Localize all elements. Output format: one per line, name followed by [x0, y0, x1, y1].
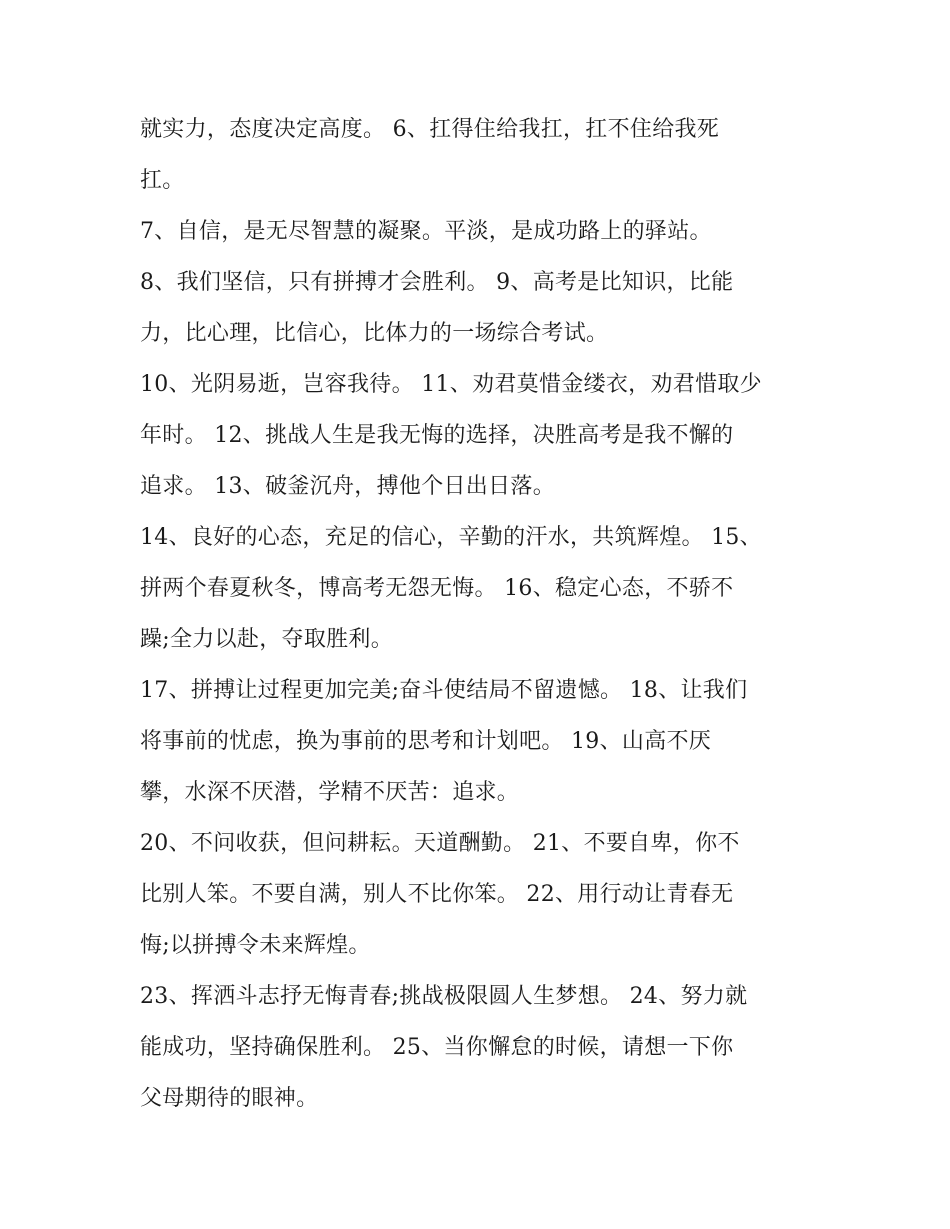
document-body — [140, 104, 810, 1124]
text-line: 父母期待的眼神。 — [140, 1086, 319, 1111]
text-line: 17、拼搏让过程更加完美;奋斗使结局不留遗憾。 18、让我们 — [140, 678, 748, 703]
text-line: 20、不问收获，但问耕耘。天道酬勤。 21、不要自卑，你不 — [140, 831, 740, 856]
text-line: 7、自信，是无尽智慧的凝聚。平淡，是成功路上的驿站。 — [140, 219, 712, 244]
text-line: 14、良好的心态，充足的信心，辛勤的汗水，共筑辉煌。 15、 — [140, 525, 762, 550]
text-line: 就实力，态度决定高度。 6、扛得住给我扛，扛不住给我死 — [140, 117, 720, 142]
text-line: 10、光阴易逝，岂容我待。 11、劝君莫惜金缕衣，劝君惜取少 — [140, 372, 762, 397]
text-line: 悔;以拼搏令未来辉煌。 — [140, 933, 371, 958]
text-line: 拼两个春夏秋冬，博高考无怨无悔。 16、稳定心态，不骄不 — [140, 576, 734, 601]
text-line: 将事前的忧虑，换为事前的思考和计划吧。 19、山高不厌 — [140, 729, 712, 754]
text-line: 攀，水深不厌潜，学精不厌苦：追求。 — [140, 780, 520, 805]
text-line: 年时。 12、挑战人生是我无悔的选择，决胜高考是我不懈的 — [140, 423, 734, 448]
text-line: 23、挥洒斗志抒无悔青春;挑战极限圆人生梦想。 24、努力就 — [140, 984, 748, 1009]
text-line: 力，比心理，比信心，比体力的一场综合考试。 — [140, 321, 609, 346]
text-line: 躁;全力以赴，夺取胜利。 — [140, 627, 394, 652]
text-line: 能成功，坚持确保胜利。 25、当你懈怠的时候，请想一下你 — [140, 1035, 734, 1060]
text-line: 比别人笨。不要自满，别人不比你笨。 22、用行动让青春无 — [140, 882, 734, 907]
text-line: 8、我们坚信，只有拼搏才会胜利。 9、高考是比知识，比能 — [140, 270, 734, 295]
text-line: 扛。 — [140, 168, 185, 193]
text-line: 追求。 13、破釜沉舟，搏他个日出日落。 — [140, 474, 555, 499]
